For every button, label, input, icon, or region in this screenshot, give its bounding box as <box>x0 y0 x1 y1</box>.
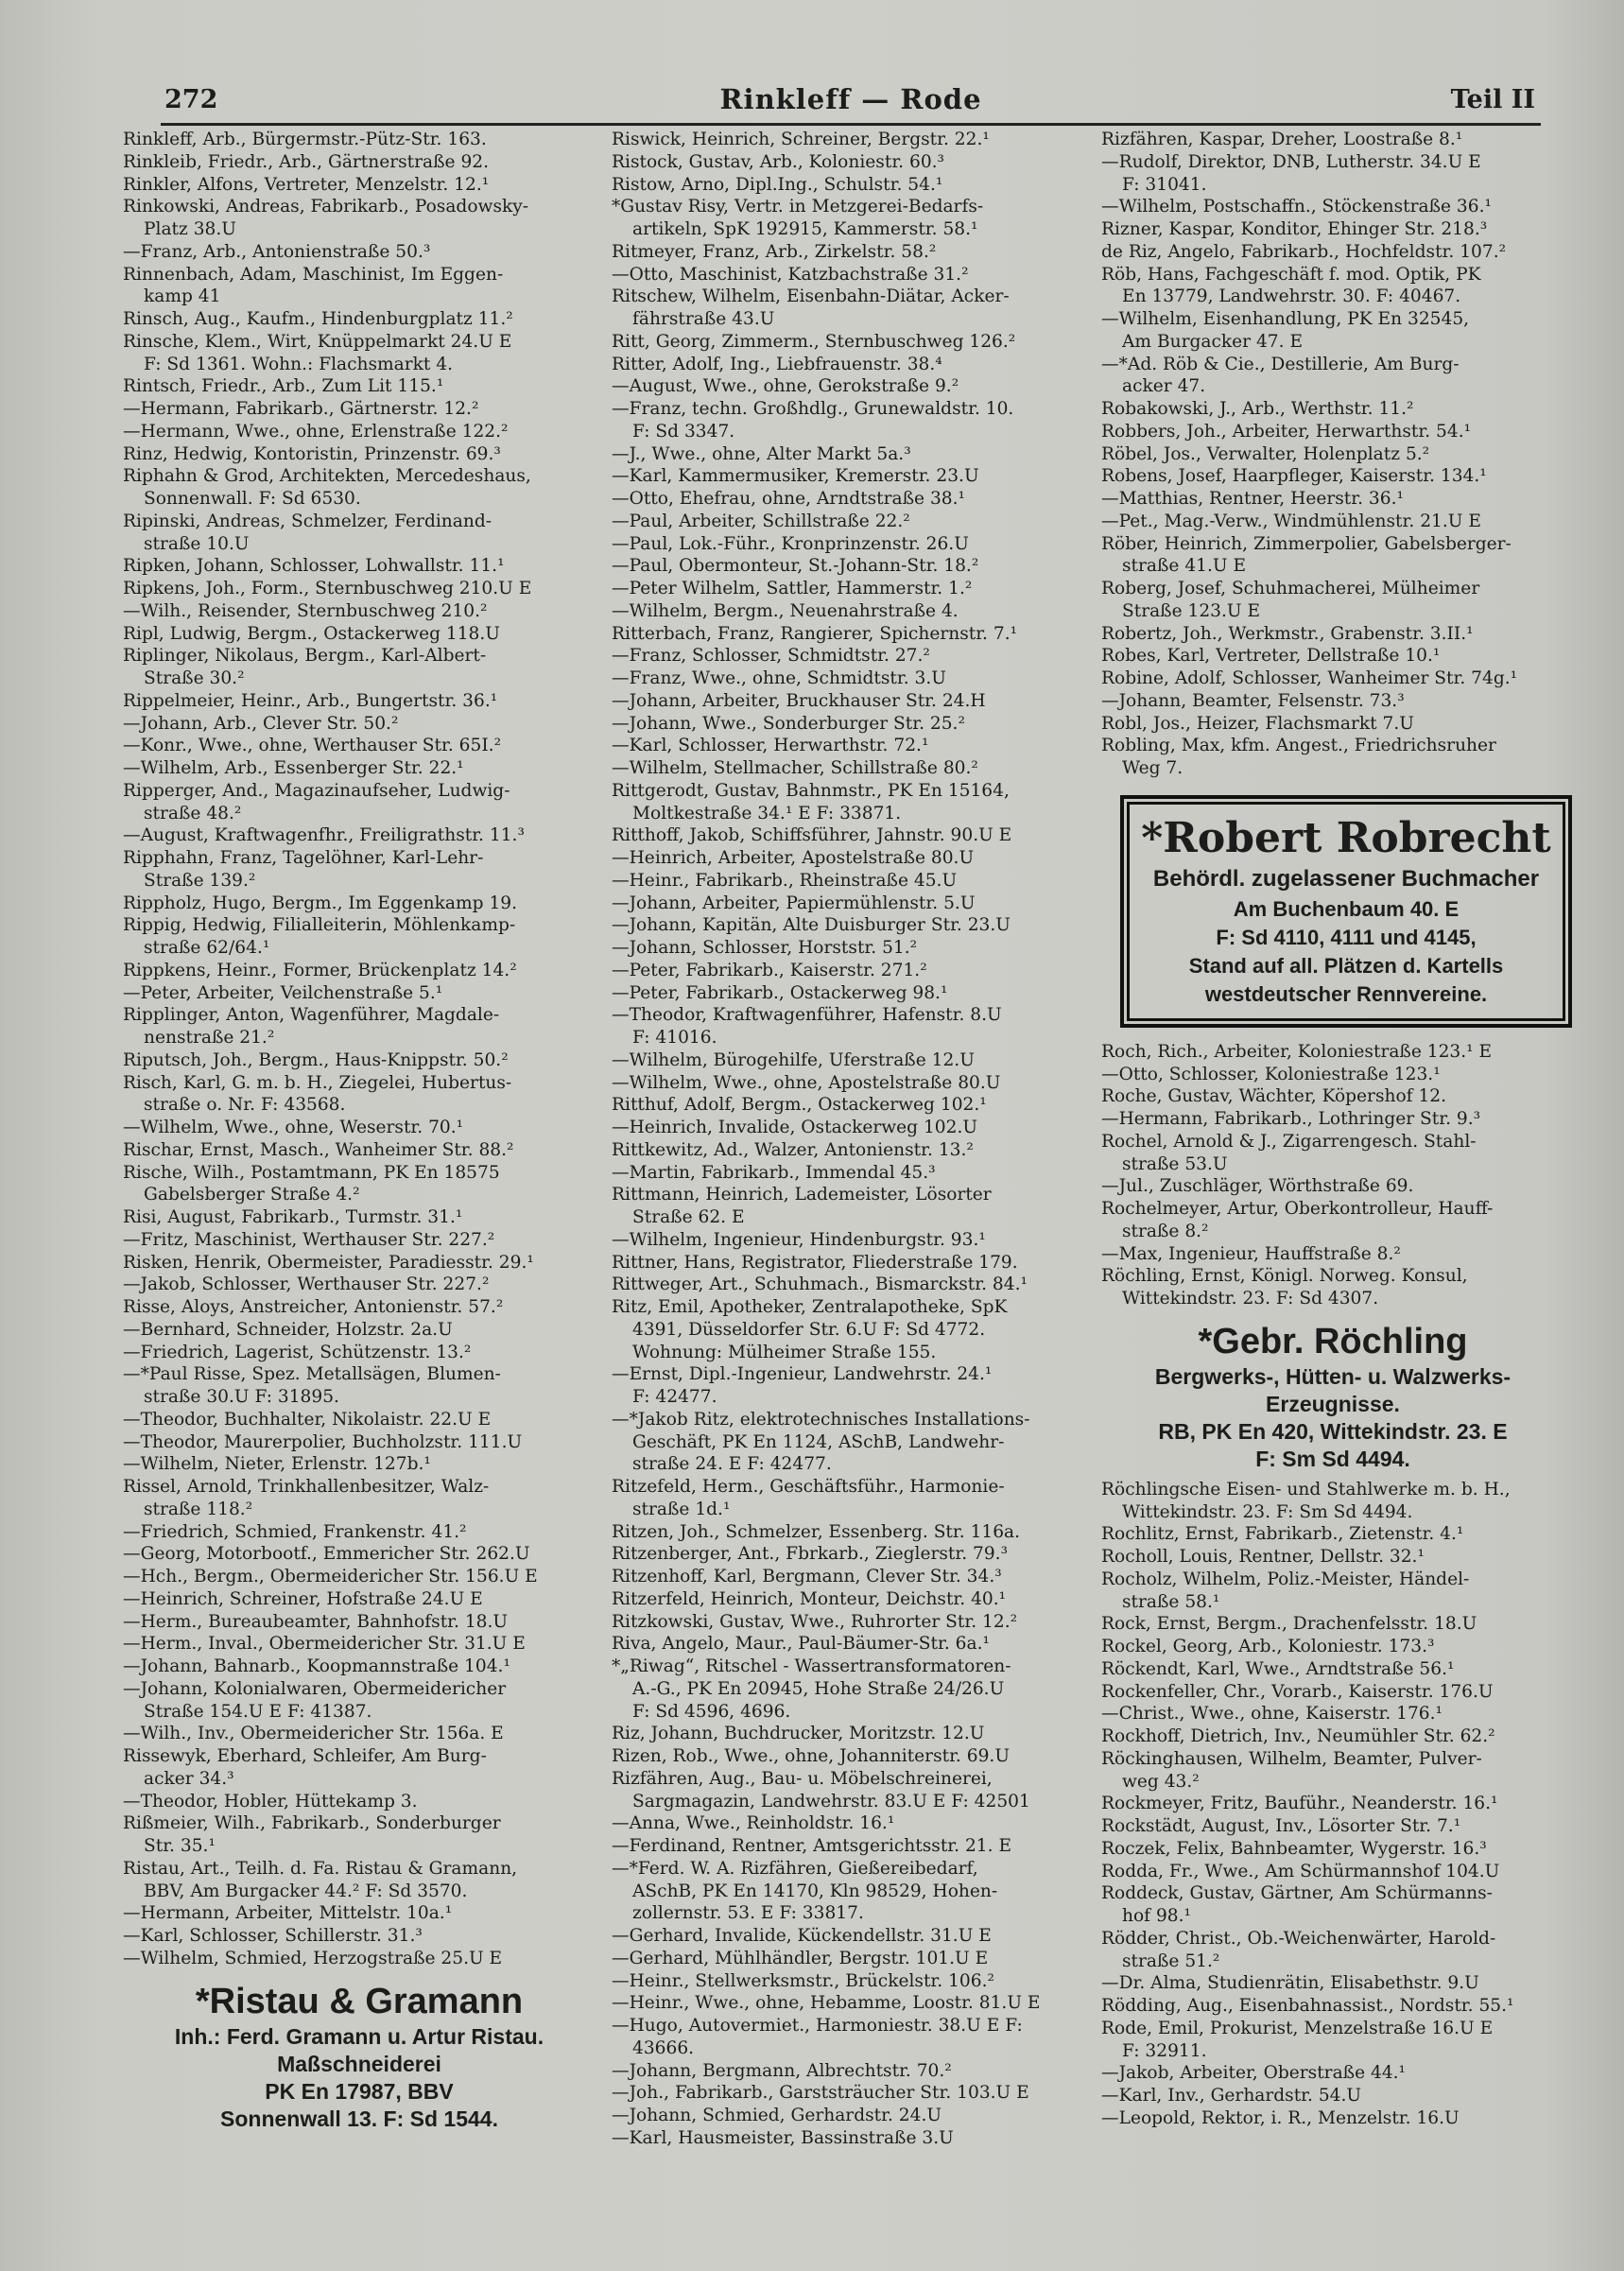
directory-entry-line: straße 48.² <box>144 803 242 823</box>
directory-entry-line: —*Ad. Röb & Cie., Destillerie, Am Burg- <box>1101 354 1460 374</box>
directory-entry-line: fährstraße 43.U <box>632 309 775 329</box>
directory-entry-line: F: 42477. <box>632 1387 717 1407</box>
directory-entry-line: —Wilhelm, Eisenhandlung, PK En 32545, <box>1101 309 1470 329</box>
directory-entry-line: —Theodor, Maurerpolier, Buchholzstr. 111.U <box>123 1431 523 1452</box>
advert-ristau-gramann <box>123 1980 596 2133</box>
directory-entry-line: Röckendt, Karl, Wwe., Arndtstraße 56.¹ <box>1101 1658 1455 1679</box>
directory-entry-line: En 13779, Landwehrstr. 30. F: 40467. <box>1122 286 1461 307</box>
advert-line: westdeutscher Rennvereine. <box>1204 981 1488 1006</box>
directory-entry-line: —Bernhard, Schneider, Holzstr. 2a.U <box>123 1319 453 1340</box>
directory-entry-line: —Johann, Bahnarb., Koopmannstraße 104.¹ <box>123 1656 510 1676</box>
directory-entry-line: Robes, Karl, Vertreter, Dellstraße 10.¹ <box>1101 646 1441 667</box>
directory-entry-line: Ritzerfeld, Heinrich, Monteur, Deichstr. 40.¹ <box>612 1588 1007 1609</box>
advert-title: *Gebr. Röchling <box>1198 1321 1468 1361</box>
directory-entry-line: —Anna, Wwe., Reinholdstr. 16.¹ <box>612 1813 895 1834</box>
directory-entry-line: —Wilhelm, Arb., Essenberger Str. 22.¹ <box>123 758 464 778</box>
column-middle <box>612 129 1075 2150</box>
directory-entry-line: —Johann, Schlosser, Horststr. 51.² <box>612 938 918 958</box>
directory-entry-line: de Riz, Angelo, Fabrikarb., Hochfeldstr. 107.² <box>1101 241 1507 262</box>
directory-entry-line: Rizfähren, Kaspar, Dreher, Loostraße 8.¹ <box>1101 130 1463 149</box>
directory-entry-line: Rinnenbach, Adam, Maschinist, Im Eggen- <box>123 264 504 285</box>
advert-account: PK En 17987, BBV <box>265 2078 454 2104</box>
directory-entry-line: straße 62/64.¹ <box>144 938 270 958</box>
advert-phones: F: Sd 4110, 4111 und 4145, <box>1216 925 1477 949</box>
directory-entry-line: straße 10.U <box>144 533 250 554</box>
directory-entry-line: BBV, Am Burgacker 44.² F: Sd 3570. <box>144 1881 468 1901</box>
directory-entry-line: —Theodor, Kraftwagenführer, Hafenstr. 8.U <box>612 1005 1002 1026</box>
directory-entry-line: Rißmeier, Wilh., Fabrikarb., Sonderburger <box>123 1813 501 1834</box>
directory-entry-line: Straße 62. E <box>632 1207 745 1227</box>
directory-entry-line: Ritz, Emil, Apotheker, Zentralapotheke, SpK <box>612 1297 1008 1317</box>
directory-entry-line: Rockel, Georg, Arb., Koloniestr. 173.³ <box>1101 1637 1435 1656</box>
directory-entry-line: Moltkestraße 34.¹ E F: 33871. <box>632 803 902 823</box>
directory-entry-line: Ristock, Gustav, Arb., Koloniestr. 60.³ <box>612 151 945 172</box>
entry-list-right-mid <box>1101 1041 1564 1310</box>
directory-entry-line: Riva, Angelo, Maur., Paul-Bäumer-Str. 6a.¹ <box>612 1634 990 1655</box>
advert-trade: Behördl. zugelassener Buchmacher <box>1152 865 1540 892</box>
directory-entry-line: Rippelmeier, Heinr., Arb., Bungertstr. 36.¹ <box>123 690 498 711</box>
advert-address: Sonnenwall 13. F: Sd 1544. <box>220 2106 498 2131</box>
directory-entry-line: Rittkewitz, Ad., Walzer, Antonienstr. 13.² <box>612 1139 974 1160</box>
directory-entry-line: —*Ferd. W. A. Rizfähren, Gießereibedarf, <box>612 1858 978 1879</box>
directory-entry-line: —Otto, Schlosser, Koloniestraße 123.¹ <box>1101 1064 1441 1084</box>
directory-entry-line: Straße 139.² <box>144 870 256 891</box>
directory-entry-line: —Peter, Fabrikarb., Kaiserstr. 271.² <box>612 960 927 980</box>
directory-entry-line: Rissel, Arnold, Trinkhallenbesitzer, Walz- <box>123 1477 490 1497</box>
directory-entry-line: —Karl, Inv., Gerhardstr. 54.U <box>1101 2086 1362 2106</box>
directory-entry-line: Riputsch, Joh., Bergm., Haus-Knippstr. 50.² <box>123 1049 509 1070</box>
directory-entry-line: Rockmeyer, Fritz, Bauführ., Neanderstr. 16.¹ <box>1101 1794 1498 1814</box>
directory-entry-line: Robling, Max, kfm. Angest., Friedrichsruher <box>1101 736 1496 756</box>
advert-line: Bergwerks-, Hütten- u. Walzwerks- <box>1154 1363 1512 1389</box>
directory-entry-line: Riplinger, Nikolaus, Bergm., Karl-Albert- <box>123 646 487 667</box>
directory-entry-line: Roddeck, Gustav, Gärtner, Am Schürmanns- <box>1101 1883 1493 1904</box>
directory-entry-line: ASchB, PK En 14170, Kln 98529, Hohen- <box>632 1881 998 1901</box>
directory-entry-line: straße 51.² <box>1122 1950 1220 1971</box>
directory-entry-line: Ritzenhoff, Karl, Bergmann, Clever Str. 34.³ <box>612 1567 1002 1586</box>
directory-entry-line: Wohnung: Mülheimer Straße 155. <box>632 1342 937 1362</box>
directory-entry-line: —Franz, Arb., Antonienstraße 50.³ <box>123 241 431 262</box>
directory-entry-line: —*Jakob Ritz, elektrotechnisches Installations- <box>612 1409 1030 1430</box>
directory-entry-line: Ritzen, Joh., Schmelzer, Essenberg. Str. 116a. <box>612 1521 1021 1542</box>
advert-line: Erzeugnisse. <box>1266 1391 1400 1416</box>
directory-entry-line: —Wilhelm, Wwe., ohne, Apostelstraße 80.U <box>612 1072 1001 1093</box>
directory-entry-line: Sonnenwall. F: Sd 6530. <box>144 489 361 509</box>
directory-entry-line: Ripphahn, Franz, Tagelöhner, Karl-Lehr- <box>123 848 484 868</box>
directory-entry-line: Robl, Jos., Heizer, Flachsmarkt 7.U <box>1101 713 1414 734</box>
directory-entry-line: Röchling, Ernst, Königl. Norweg. Konsul, <box>1101 1266 1468 1287</box>
directory-entry-line: Riswick, Heinrich, Schreiner, Bergstr. 22.¹ <box>612 130 990 149</box>
directory-entry-line: straße 1d.¹ <box>632 1499 731 1519</box>
page-header <box>161 81 1541 126</box>
column-right <box>1101 129 1564 2130</box>
directory-entry-line: Rinsche, Klem., Wirt, Knüppelmarkt 24.U E <box>123 331 512 352</box>
page-title: Rinkleff — Rode <box>719 83 982 115</box>
directory-entry-line: A.-G., PK En 20945, Hohe Straße 24/26.U <box>632 1678 1005 1699</box>
directory-entry-line: —Wilhelm, Schmied, Herzogstraße 25.U E <box>123 1948 503 1968</box>
directory-entry-line: Rode, Emil, Prokurist, Menzelstraße 16.U E <box>1101 2018 1494 2038</box>
directory-entry-line: —August, Kraftwagenfhr., Freiligrathstr. 11.³ <box>123 825 525 846</box>
directory-entry-line: —Konr., Wwe., ohne, Werthauser Str. 65I.² <box>123 736 502 756</box>
directory-entry-line: Robine, Adolf, Schlosser, Wanheimer Str. 74g.¹ <box>1101 668 1518 688</box>
directory-entry-line: Sargmagazin, Landwehrstr. 83.U E F: 42501 <box>632 1791 1030 1812</box>
directory-entry-line: Rocholl, Louis, Rentner, Dellstr. 32.¹ <box>1101 1547 1425 1567</box>
directory-entry-line: F: Sd 3347. <box>632 421 735 442</box>
directory-entry-line: —Johann, Arb., Clever Str. 50.² <box>123 713 399 734</box>
directory-entry-line: straße 118.² <box>144 1499 253 1519</box>
directory-entry-line: Risken, Henrik, Obermeister, Paradiesstr. 29.¹ <box>123 1252 534 1273</box>
directory-entry-line: —Karl, Kammermusiker, Kremerstr. 23.U <box>612 466 979 487</box>
directory-entry-line: Platz 38.U <box>144 219 236 239</box>
directory-entry-line: 43666. <box>632 2037 695 2058</box>
directory-entry-line: Robertz, Joh., Werkmstr., Grabenstr. 3.II.¹ <box>1101 623 1474 644</box>
directory-entry-line: Rizfähren, Aug., Bau- u. Möbelschreinerei, <box>612 1768 993 1789</box>
directory-entry-line: Ripplinger, Anton, Wagenführer, Magdale- <box>123 1005 500 1026</box>
directory-entry-line: Straße 30.² <box>144 668 245 688</box>
advert-title: *Ristau & Gramann <box>195 1981 524 2021</box>
directory-entry-line: —Herm., Bureaubeamter, Bahnhofstr. 18.U <box>123 1611 509 1632</box>
directory-entry-line: Ripken, Johann, Schlosser, Lohwallstr. 11.¹ <box>123 556 505 577</box>
directory-entry-line: —Gerhard, Mühlhändler, Bergstr. 101.U E <box>612 1948 989 1968</box>
directory-entry-line: —Franz, techn. Großhdlg., Grunewaldstr. 10. <box>612 399 1014 419</box>
directory-entry-line: —Friedrich, Lagerist, Schützenstr. 13.² <box>123 1342 472 1362</box>
directory-entry-line: —Gerhard, Invalide, Kückendellstr. 31.U E <box>612 1926 992 1946</box>
directory-entry-line: —Joh., Fabrikarb., Garststräucher Str. 103.U E <box>612 2083 1029 2104</box>
directory-entry-line: artikeln, SpK 192915, Kammerstr. 58.¹ <box>632 219 978 239</box>
directory-entry-line: Wittekindstr. 23. F: Sd 4307. <box>1122 1289 1379 1309</box>
directory-entry-line: —Rudolf, Direktor, DNB, Lutherstr. 34.U E <box>1101 151 1481 172</box>
directory-entry-line: hof 98.¹ <box>1122 1906 1191 1926</box>
directory-entry-line: Roche, Gustav, Wächter, Köpershof 12. <box>1101 1086 1447 1107</box>
directory-entry-line: —Johann, Bergmann, Albrechtstr. 70.² <box>612 2060 952 2081</box>
directory-entry-line: —Paul, Obermonteur, St.-Johann-Str. 18.² <box>612 556 979 577</box>
directory-entry-line: —*Paul Risse, Spez. Metallsägen, Blumen- <box>123 1364 501 1385</box>
directory-entry-line: Rodda, Fr., Wwe., Am Schürmannshof 104.U <box>1101 1861 1500 1881</box>
entry-list-middle <box>612 129 1075 2150</box>
directory-entry-line: —Johann, Arbeiter, Papiermühlenstr. 5.U <box>612 893 976 913</box>
directory-entry-line: —Heinr., Stellwerksmstr., Brückelstr. 106.² <box>612 1970 994 1991</box>
directory-entry-line: —Jul., Zuschläger, Wörthstraße 69. <box>1101 1176 1414 1197</box>
directory-entry-line: —Peter, Fabrikarb., Ostackerweg 98.¹ <box>612 982 948 1003</box>
entry-list-right-bottom <box>1101 1479 1564 2130</box>
directory-entry-line: —Heinrich, Schreiner, Hofstraße 24.U E <box>123 1588 483 1609</box>
directory-entry-line: Rischar, Ernst, Masch., Wanheimer Str. 88.² <box>123 1139 514 1160</box>
directory-entry-line: Röckinghausen, Wilhelm, Beamter, Pulver- <box>1101 1748 1482 1769</box>
directory-entry-line: straße 30.U F: 31895. <box>144 1387 339 1407</box>
directory-entry-line: —Dr. Alma, Studienrätin, Elisabethstr. 9.U <box>1101 1973 1479 1994</box>
directory-entry-line: Ristow, Arno, Dipl.Ing., Schulstr. 54.¹ <box>612 174 943 195</box>
directory-entry-line: —Leopold, Rektor, i. R., Menzelstr. 16.U <box>1101 2107 1460 2128</box>
directory-entry-line: straße 58.¹ <box>1122 1591 1220 1612</box>
advert-line: F: Sm Sd 4494. <box>1255 1446 1410 1471</box>
advert-address: Am Buchenbaum 40. E <box>1233 896 1460 921</box>
directory-entry-line: —Franz, Schlosser, Schmidtstr. 27.² <box>612 646 930 667</box>
advert-owners: Inh.: Ferd. Gramann u. Artur Ristau. <box>174 2023 544 2049</box>
directory-entry-line: Roberg, Josef, Schuhmacherei, Mülheimer <box>1101 579 1480 598</box>
directory-entry-line: Rissewyk, Eberhard, Schleifer, Am Burg- <box>123 1746 487 1766</box>
directory-entry-line: Rippig, Hedwig, Filialleiterin, Möhlenkamp- <box>123 915 516 936</box>
entry-list-right-top <box>1101 129 1564 780</box>
directory-entry-line: Geschäft, PK En 1124, ASchB, Landwehr- <box>632 1431 1005 1452</box>
directory-entry-line: Rochel, Arnold & J., Zigarrengesch. Stahl- <box>1101 1131 1477 1152</box>
directory-entry-line: —Hermann, Wwe., ohne, Erlenstraße 122.² <box>123 421 509 442</box>
directory-entry-line: Robbers, Joh., Arbeiter, Herwarthstr. 54.¹ <box>1101 421 1472 442</box>
directory-entry-line: —Karl, Schlosser, Schillerstr. 31.³ <box>123 1926 423 1946</box>
directory-entry-line: —J., Wwe., ohne, Alter Markt 5a.³ <box>612 443 911 464</box>
directory-entry-line: —Heinr., Fabrikarb., Rheinstraße 45.U <box>612 870 958 891</box>
directory-entry-line: —Otto, Maschinist, Katzbachstraße 31.² <box>612 264 969 285</box>
directory-entry-line: Rochlitz, Ernst, Fabrikarb., Zietenstr. 4.¹ <box>1101 1524 1464 1545</box>
directory-entry-line: Rippholz, Hugo, Bergm., Im Eggenkamp 19. <box>123 893 518 913</box>
directory-entry-line: —Johann, Schmied, Gerhardstr. 24.U <box>612 2106 942 2125</box>
directory-entry-line: —Friedrich, Schmied, Frankenstr. 41.² <box>123 1521 467 1542</box>
directory-entry-line: Rock, Ernst, Bergm., Drachenfelsstr. 18.U <box>1101 1614 1477 1635</box>
directory-entry-line: Rocholz, Wilhelm, Poliz.-Meister, Händel- <box>1101 1569 1470 1589</box>
directory-entry-line: Ritzenberger, Ant., Fbrkarb., Zieglerstr. 79.³ <box>612 1544 1009 1565</box>
directory-entry-line: Rittner, Hans, Registrator, Fliederstraße 179. <box>612 1252 1018 1273</box>
directory-entry-line: —Fritz, Maschinist, Werthauser Str. 227.² <box>123 1229 495 1250</box>
directory-entry-line: Rockenfeller, Chr., Vorarb., Kaiserstr. 176.U <box>1101 1681 1494 1702</box>
directory-entry-line: zollernstr. 53. E F: 33817. <box>632 1903 864 1924</box>
directory-entry-line: —Heinrich, Arbeiter, Apostelstraße 80.U <box>612 848 975 868</box>
directory-entry-line: —Ernst, Dipl.-Ingenieur, Landwehrstr. 24.¹ <box>612 1364 993 1385</box>
directory-entry-line: F: 32911. <box>1122 2040 1207 2061</box>
directory-entry-line: Rinz, Hedwig, Kontoristin, Prinzenstr. 69.³ <box>123 443 501 464</box>
directory-entry-line: Ritthuf, Adolf, Bergm., Ostackerweg 102.¹ <box>612 1095 987 1116</box>
directory-entry-line: Rizner, Kaspar, Konditor, Ehinger Str. 218.³ <box>1101 219 1488 239</box>
directory-entry-line: Roch, Rich., Arbeiter, Koloniestraße 123.¹ E <box>1101 1041 1493 1062</box>
advert-robert-robrecht <box>1120 795 1572 1028</box>
directory-entry-line: Rödder, Christ., Ob.-Weichenwärter, Harold- <box>1101 1928 1496 1949</box>
directory-entry-line: Ritthoff, Jakob, Schiffsführer, Jahnstr. 90.U E <box>612 825 1012 846</box>
directory-entry-line: acker 34.³ <box>144 1768 234 1789</box>
directory-entry-line: —Paul, Arbeiter, Schillstraße 22.² <box>612 511 910 531</box>
directory-entry-line: Risse, Aloys, Anstreicher, Antonienstr. 57.² <box>123 1297 504 1317</box>
directory-entry-line: —Johann, Kapitän, Alte Duisburger Str. 23.U <box>612 915 1011 936</box>
directory-entry-line: —Heinr., Wwe., ohne, Hebamme, Loostr. 81.U E <box>612 1993 1041 2014</box>
directory-entry-line: —Karl, Hausmeister, Bassinstraße 3.U <box>612 2127 954 2148</box>
directory-entry-line: —Wilhelm, Wwe., ohne, Weserstr. 70.¹ <box>123 1118 464 1137</box>
directory-entry-line: Rittgerodt, Gustav, Bahnmstr., PK En 15164, <box>612 780 1010 801</box>
directory-entry-line: Str. 35.¹ <box>144 1836 216 1856</box>
directory-entry-line: *„Riwag“, Ritschel - Wassertransformatoren- <box>612 1656 1011 1676</box>
directory-entry-line: Rizen, Rob., Wwe., ohne, Johanniterstr. 69.U <box>612 1746 1010 1766</box>
advert-line: RB, PK En 420, Wittekindstr. 23. E <box>1158 1418 1508 1444</box>
directory-entry-line: —Paul, Lok.-Führ., Kronprinzenstr. 26.U <box>612 533 969 554</box>
directory-entry-line: —Wilhelm, Nieter, Erlenstr. 127b.¹ <box>123 1454 431 1475</box>
directory-entry-line: —August, Wwe., ohne, Gerokstraße 9.² <box>612 376 959 397</box>
directory-entry-line: Röb, Hans, Fachgeschäft f. mod. Optik, PK <box>1101 264 1481 285</box>
directory-entry-line: —Wilhelm, Stellmacher, Schillstraße 80.² <box>612 758 978 778</box>
directory-entry-line: —Peter Wilhelm, Sattler, Hammerstr. 1.² <box>612 579 973 598</box>
directory-entry-line: Rinsch, Aug., Kaufm., Hindenburgplatz 11.² <box>123 309 513 329</box>
directory-entry-line: Rinkleib, Friedr., Arb., Gärtnerstraße 92. <box>123 151 490 172</box>
advert-trade: Maßschneiderei <box>277 2051 441 2076</box>
directory-entry-line: Roczek, Felix, Bahnbeamter, Wygerstr. 16.³ <box>1101 1838 1487 1859</box>
directory-entry-line: Rinkler, Alfons, Vertreter, Menzelstr. 12.¹ <box>123 174 490 195</box>
directory-entry-line: Ritterbach, Franz, Rangierer, Spichernstr. 7.¹ <box>612 623 1018 644</box>
directory-entry-line: kamp 41 <box>144 286 221 307</box>
directory-entry-line: —Johann, Kolonialwaren, Obermeidericher <box>123 1678 507 1699</box>
directory-entry-line: —Matthias, Rentner, Heerstr. 36.¹ <box>1101 489 1404 509</box>
directory-entry-line: Ripperger, And., Magazinaufseher, Ludwig- <box>123 780 510 801</box>
directory-entry-line: —Hermann, Arbeiter, Mittelstr. 10a.¹ <box>123 1903 453 1924</box>
directory-entry-line: —Pet., Mag.-Verw., Windmühlenstr. 21.U E <box>1101 511 1481 531</box>
entry-list-left <box>123 129 596 1970</box>
directory-entry-line: Rintsch, Friedr., Arb., Zum Lit 115.¹ <box>123 376 444 397</box>
directory-entry-line: Ritschew, Wilhelm, Eisenbahn-Diätar, Acker- <box>612 286 1010 307</box>
directory-entry-line: Rische, Wilh., Postamtmann, PK En 18575 <box>123 1162 500 1183</box>
directory-entry-line: —Hermann, Fabrikarb., Lothringer Str. 9.³ <box>1101 1109 1481 1129</box>
directory-entry-line: weg 43.² <box>1122 1771 1200 1792</box>
page-number: 272 <box>164 85 218 114</box>
directory-entry-line: Robakowski, J., Arb., Werthstr. 11.² <box>1101 399 1414 419</box>
directory-entry-line: Gabelsberger Straße 4.² <box>144 1185 360 1205</box>
directory-entry-line: Rockhoff, Dietrich, Inv., Neumühler Str. 62.² <box>1101 1726 1495 1746</box>
directory-entry-line: —Johann, Wwe., Sonderburger Str. 25.² <box>612 713 965 734</box>
directory-entry-line: Röchlingsche Eisen- und Stahlwerke m. b. H., <box>1101 1479 1511 1500</box>
directory-entry-line: Ripkens, Joh., Form., Sternbuschweg 210.U E <box>123 579 532 598</box>
directory-entry-line: Ristau, Art., Teilh. d. Fa. Ristau & Gramann, <box>123 1858 518 1879</box>
directory-entry-line: Rippkens, Heinr., Former, Brückenplatz 14.² <box>123 960 517 980</box>
directory-entry-line: —Wilhelm, Bergm., Neuenahrstraße 4. <box>612 600 959 621</box>
directory-entry-line: straße 41.U E <box>1122 556 1247 577</box>
directory-entry-line: Rochelmeyer, Artur, Oberkontrolleur, Hauff- <box>1101 1199 1494 1219</box>
directory-entry-line: Risi, August, Fabrikarb., Turmstr. 31.¹ <box>123 1207 463 1227</box>
directory-entry-line: Rockstädt, August, Inv., Lösorter Str. 7.¹ <box>1101 1816 1461 1836</box>
advert-line: Stand auf all. Plätzen d. Kartells <box>1188 953 1504 978</box>
directory-entry-line: —Hugo, Autovermiet., Harmoniestr. 38.U E F: <box>612 2016 1023 2036</box>
directory-entry-line: Am Burgacker 47. E <box>1122 331 1304 352</box>
directory-entry-line: Röber, Heinrich, Zimmerpolier, Gabelsberger- <box>1101 533 1512 554</box>
directory-entry-line: —Theodor, Hobler, Hüttekamp 3. <box>123 1791 418 1812</box>
directory-entry-line: —Peter, Arbeiter, Veilchenstraße 5.¹ <box>123 982 443 1003</box>
directory-entry-line: —Georg, Motorbootf., Emmericher Str. 262.U <box>123 1544 530 1565</box>
directory-entry-line: Straße 123.U E <box>1122 600 1261 621</box>
directory-entry-line: —Johann, Beamter, Felsenstr. 73.³ <box>1101 690 1405 711</box>
directory-entry-line: —Karl, Schlosser, Herwarthstr. 72.¹ <box>612 736 929 756</box>
directory-entry-line: —Max, Ingenieur, Hauffstraße 8.² <box>1101 1243 1401 1264</box>
directory-entry-line: —Ferdinand, Rentner, Amtsgerichtsstr. 21. E <box>612 1836 1012 1856</box>
directory-entry-line: straße 24. E F: 42477. <box>632 1454 832 1475</box>
directory-entry-line: 4391, Düsseldorfer Str. 6.U F: Sd 4772. <box>632 1319 986 1340</box>
directory-entry-line: Rittmann, Heinrich, Lademeister, Lösorter <box>612 1185 992 1205</box>
directory-entry-line: Weg 7. <box>1122 758 1183 778</box>
directory-entry-line: —Hch., Bergm., Obermeidericher Str. 156.U E <box>123 1567 538 1586</box>
directory-entry-line: straße 53.U <box>1122 1153 1228 1174</box>
directory-entry-line: Robens, Josef, Haarpfleger, Kaiserstr. 134.¹ <box>1101 466 1487 487</box>
directory-entry-line: nenstraße 21.² <box>144 1028 275 1048</box>
directory-entry-line: —Johann, Arbeiter, Bruckhauser Str. 24.H <box>612 690 986 711</box>
directory-entry-line: —Wilhelm, Postschaffn., Stöckenstraße 36.¹ <box>1101 197 1492 217</box>
directory-entry-line: —Wilh., Inv., Obermeidericher Str. 156a. E <box>123 1724 504 1744</box>
directory-entry-line: Ritter, Adolf, Ing., Liebfrauenstr. 38.⁴ <box>612 354 942 374</box>
directory-entry-line: —Wilhelm, Bürogehilfe, Uferstraße 12.U <box>612 1049 975 1070</box>
directory-entry-line: Rinkowski, Andreas, Fabrikarb., Posadowsky- <box>123 197 529 217</box>
directory-entry-line: Ritt, Georg, Zimmerm., Sternbuschweg 126.² <box>612 331 1016 352</box>
directory-entry-line: straße o. Nr. F: 43568. <box>144 1095 346 1116</box>
directory-entry-line: Rittweger, Art., Schuhmach., Bismarckstr. 84.¹ <box>612 1274 1028 1295</box>
directory-entry-line: —Theodor, Buchhalter, Nikolaistr. 22.U E <box>123 1409 492 1430</box>
directory-entry-line: —Jakob, Schlosser, Werthauser Str. 227.² <box>123 1274 490 1295</box>
directory-entry-line: Riz, Johann, Buchdrucker, Moritzstr. 12.U <box>612 1724 985 1744</box>
directory-entry-line: acker 47. <box>1122 376 1206 397</box>
column-left <box>123 129 596 2139</box>
directory-entry-line: straße 8.² <box>1122 1221 1209 1241</box>
directory-entry-line: —Otto, Ehefrau, ohne, Arndtstraße 38.¹ <box>612 489 965 509</box>
directory-entry-line: Rinkleff, Arb., Bürgermstr.-Pütz-Str. 163. <box>123 130 487 149</box>
directory-entry-line: Ritmeyer, Franz, Arb., Zirkelstr. 58.² <box>612 241 937 262</box>
part-label: Teil II <box>1450 85 1535 114</box>
directory-entry-line: —Martin, Fabrikarb., Immendal 45.³ <box>612 1162 936 1183</box>
advert-gebr-roechling <box>1101 1320 1564 1473</box>
directory-entry-line: Ritzefeld, Herm., Geschäftsführ., Harmonie- <box>612 1477 1005 1497</box>
directory-entry-line: —Jakob, Arbeiter, Oberstraße 44.¹ <box>1101 2063 1407 2084</box>
advert-title: *Robert Robrecht <box>1141 813 1551 862</box>
directory-entry-line: Rödding, Aug., Eisenbahnassist., Nordstr. 55.¹ <box>1101 1996 1514 2016</box>
directory-entry-line: Straße 154.U E F: 41387. <box>144 1701 372 1722</box>
directory-entry-line: —Hermann, Fabrikarb., Gärtnerstr. 12.² <box>123 399 479 419</box>
directory-entry-line: *Gustav Risy, Vertr. in Metzgerei-Bedarfs- <box>612 197 984 217</box>
directory-entry-line: —Wilh., Reisender, Sternbuschweg 210.² <box>123 600 488 621</box>
directory-entry-line: —Wilhelm, Ingenieur, Hindenburgstr. 93.¹ <box>612 1229 986 1250</box>
directory-entry-line: Risch, Karl, G. m. b. H., Ziegelei, Hubertus- <box>123 1072 512 1093</box>
directory-entry-line: F: Sd 1361. Wohn.: Flachsmarkt 4. <box>144 354 454 374</box>
directory-entry-line: F: 31041. <box>1122 174 1207 195</box>
directory-entry-line: F: 41016. <box>632 1028 717 1048</box>
directory-entry-line: Ripl, Ludwig, Bergm., Ostackerweg 118.U <box>123 623 500 644</box>
directory-entry-line: Röbel, Jos., Verwalter, Holenplatz 5.² <box>1101 443 1430 464</box>
directory-entry-line: Riphahn & Grod, Architekten, Mercedeshaus, <box>123 466 531 487</box>
directory-entry-line: Ritzkowski, Gustav, Wwe., Ruhrorter Str. 12.² <box>612 1611 1018 1632</box>
directory-entry-line: —Heinrich, Invalide, Ostackerweg 102.U <box>612 1118 978 1137</box>
directory-entry-line: Wittekindstr. 23. F: Sm Sd 4494. <box>1122 1501 1413 1522</box>
directory-entry-line: —Christ., Wwe., ohne, Kaiserstr. 176.¹ <box>1101 1704 1443 1725</box>
directory-entry-line: F: Sd 4596, 4696. <box>632 1701 791 1722</box>
directory-entry-line: —Franz, Wwe., ohne, Schmidtstr. 3.U <box>612 668 946 688</box>
directory-entry-line: —Herm., Inval., Obermeidericher Str. 31.U E <box>123 1634 526 1655</box>
directory-entry-line: Ripinski, Andreas, Schmelzer, Ferdinand- <box>123 511 492 531</box>
